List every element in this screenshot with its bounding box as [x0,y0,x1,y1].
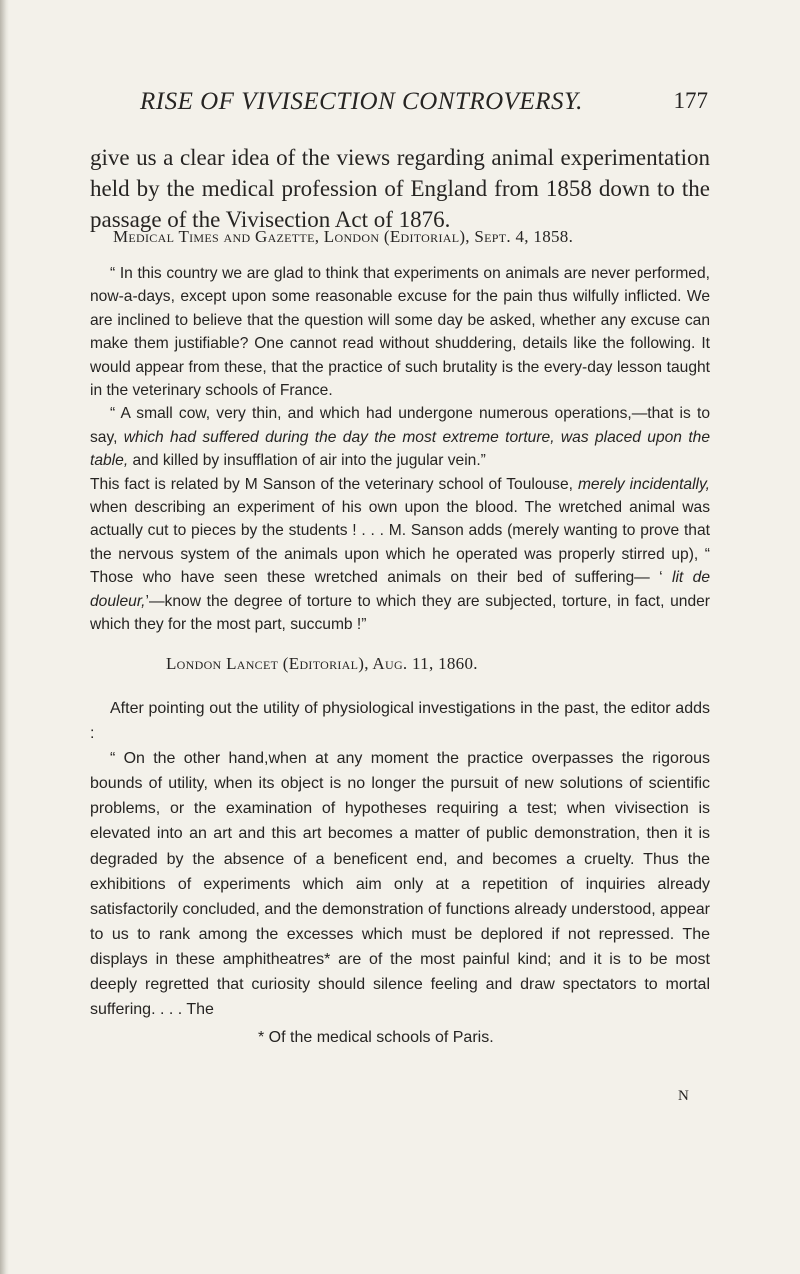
page-header [140,88,708,122]
quote-lancet [90,696,710,1022]
quote2-intro: After pointing out the utility of physiological investigations in the past, the editor adds : [90,700,710,743]
quote1-paragraph-3: This fact is related by M Sanson of the veterinary school of Toulouse, merely incidentally, when describing an experiment of his own upon the blood. The wretched animal was actually cut to pieces by the students ! . . . M. Sanson adds (merely wanting to prove that the nervous system of the animals upon which he operated was properly stirred up), “ Those who have seen these wretched animals on their bed of suffering— ‘ lit de douleur,’—know the degree of torture to which they are subjected, torture, in fact, under which they for the most part, succumb !” [90,475,710,634]
quote1-paragraph-1: “ In this country we are glad to think that experiments on animals are never performed, now-a-days, except upon some reasonable excuse for the pain thus wilfully inflicted. We are inclined to believe that the question will some day be asked, whether any excuse can make them justifiable? One cannot read without shuddering, details like the following. It would appear from these, that the practice of such brutality is the every-day lesson taught in the veterinary schools of France. [90,265,710,400]
lead-paragraph: give us a clear idea of the views regarding animal experimentation held by the medical profession of England from 1858 down to the passage of the Vivisection Act of 1876. [90,145,710,232]
signature-mark: N [678,1088,689,1104]
page-binding-shadow [0,0,9,1274]
source-heading-medical-times: Medical Times and Gazette, London (Editorial), Sept. 4, 1858. [113,227,574,246]
page-number: 177 [673,88,708,113]
quote1-paragraph-2: “ A small cow, very thin, and which had undergone numerous operations,—that is to say, which had suffered during the day the most extreme torture, was placed upon the table, and killed by insufflation of air into the jugular vein.” [90,405,710,470]
source-heading-lancet: London Lancet (Editorial), Aug. 11, 1860. [166,654,478,673]
quote-medical-times [90,262,710,637]
quote2-body: “ On the other hand,when at any moment the practice overpasses the rigorous bounds of utility, when its object is no longer the pursuit of new solutions of scientific problems, or the examination of hypotheses requiring a test; when vivisection is elevated into an art and this art becomes a matter of public demonstration, then it is degraded by the absence of a beneficent end, and becomes a cruelty. Thus the exhibitions of experiments which aim only at a repetition of inquiries already satisfactorily concluded, and the demonstration of functions already understood, appear to us to rank among the excesses which must be deplored if not repressed. The displays in these amphitheatres* are of the most painful kind; and it is to be most deeply regretted that curiosity should silence feeling and draw spectators to mortal suffering. . . . The [90,750,710,1019]
running-title: RISE OF VIVISECTION CONTROVERSY. [140,88,583,115]
footnote: * Of the medical schools of Paris. [258,1029,494,1046]
